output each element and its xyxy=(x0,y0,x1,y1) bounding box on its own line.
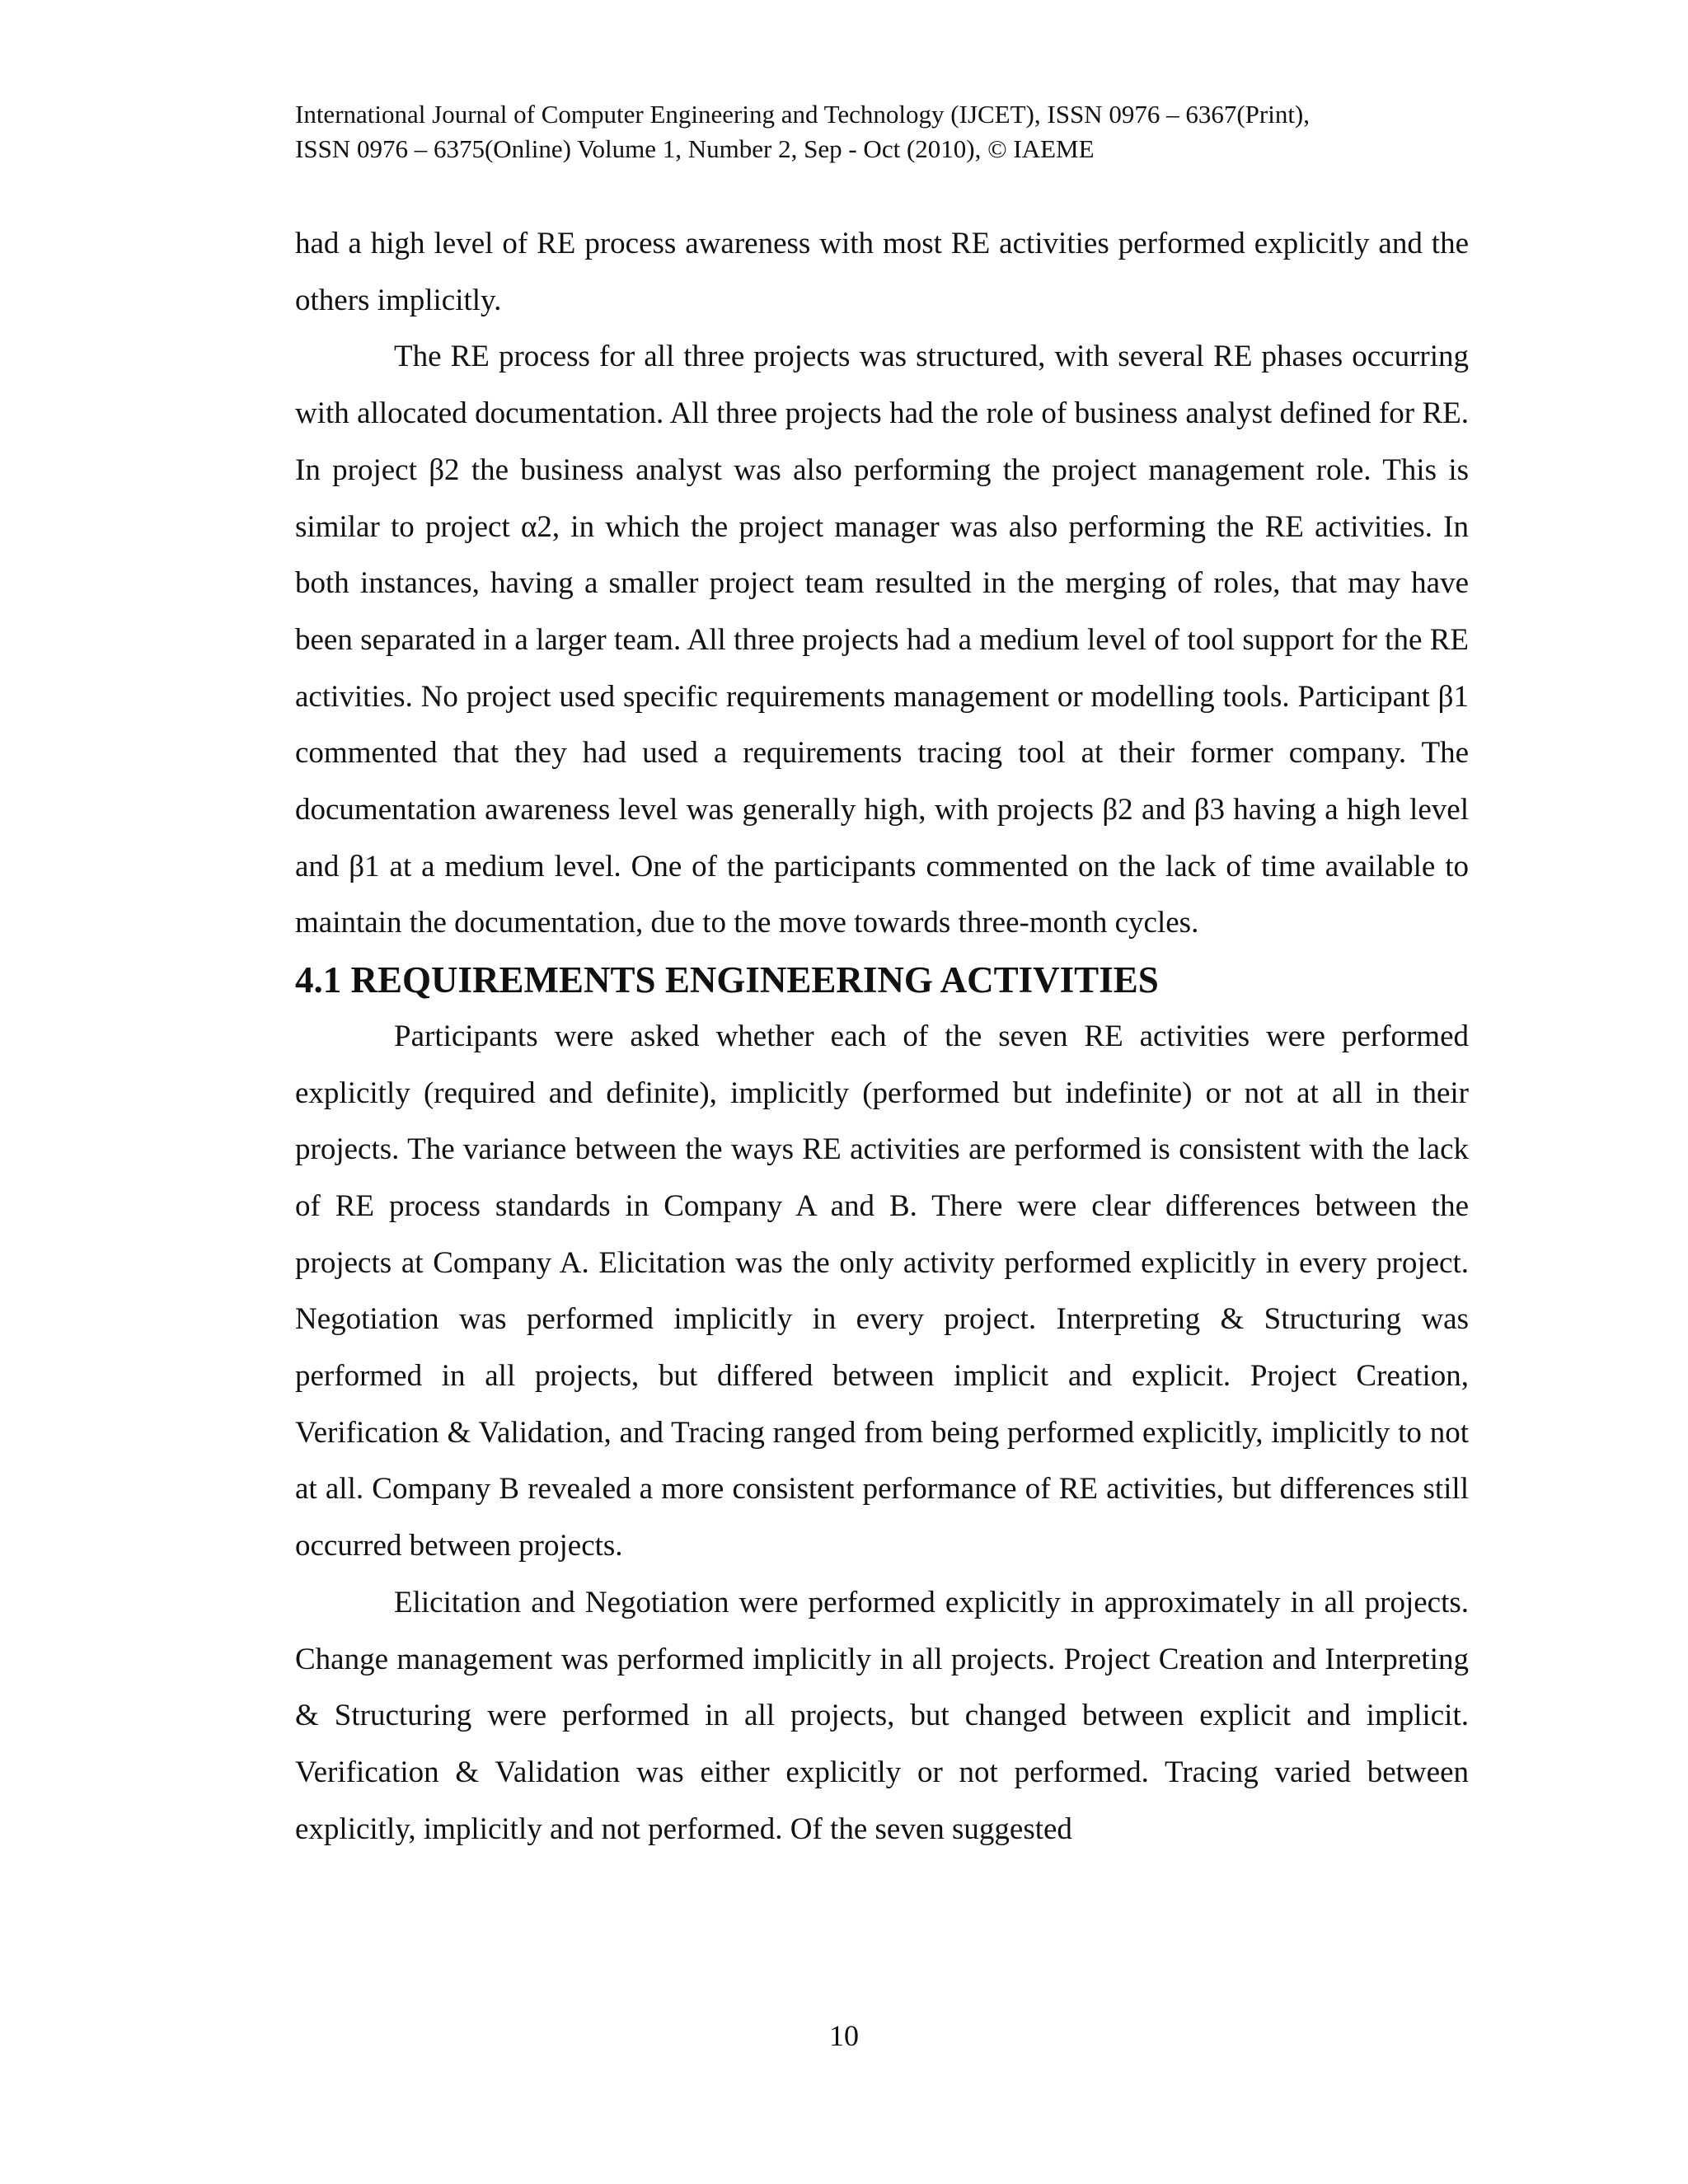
running-header xyxy=(295,97,1465,166)
header-line-1: International Journal of Computer Engineering and Technology (IJCET), ISSN 0976 – 6367(Print), xyxy=(295,100,1311,129)
article-body xyxy=(295,216,1469,1858)
paragraph-re-process: The RE process for all three projects was structured, with several RE phases occurring with allocated documentation. All three projects had the role of business analyst defined for RE. In project β2 the business analyst was also performing the project management role. This is similar to project α2, in which the project manager was also performing the RE activities. In both instances, having a smaller project team resulted in the merging of roles, that may have been separated in a larger team. All three projects had a medium level of tool support for the RE activities. No project used specific requirements management or modelling tools. Participant β1 commented that they had used a requirements tracing tool at their former company. The documentation awareness level was generally high, with projects β2 and β3 having a high level and β1 at a medium level. One of the participants commented on the lack of time available to maintain the documentation, due to the move towards three-month cycles. xyxy=(295,340,1469,940)
page-number: 10 xyxy=(829,2019,859,2052)
paragraph-company-b: Elicitation and Negotiation were performed explicitly in approximately in all projects. Change management was performed implicitly in all projects. Project Creation and Interpreting & Structuring were performed in all projects, but changed between explicit and implicit. Verification & Validation was either explicitly or not performed. Tracing varied between explicitly, implicitly and not performed. Of the seven suggested xyxy=(295,1585,1469,1846)
section-heading: 4.1 REQUIREMENTS ENGINEERING ACTIVITIES xyxy=(295,959,1159,1001)
header-line-2: ISSN 0976 – 6375(Online) Volume 1, Number 2, Sep - Oct (2010), © IAEME xyxy=(295,134,1095,163)
paragraph-re-activities: Participants were asked whether each of the seven RE activities were performed explicitly (required and definite), implicitly (performed but indefinite) or not at all in their projects. The variance between the ways RE activities are performed is consistent with the lack of RE process standards in Company A and B. There were clear differences between the projects at Company A. Elicitation was the only activity performed explicitly in every project. Negotiation was performed implicitly in every project. Interpreting & Structuring was performed in all projects, but differed between implicit and explicit. Project Creation, Verification & Validation, and Tracing ranged from being performed explicitly, implicitly to not at all. Company B revealed a more consistent performance of RE activities, but differences still occurred between projects. xyxy=(295,1019,1469,1563)
paragraph-continuation: had a high level of RE process awareness with most RE activities performed explicitly and the others implicitly. xyxy=(295,227,1469,317)
